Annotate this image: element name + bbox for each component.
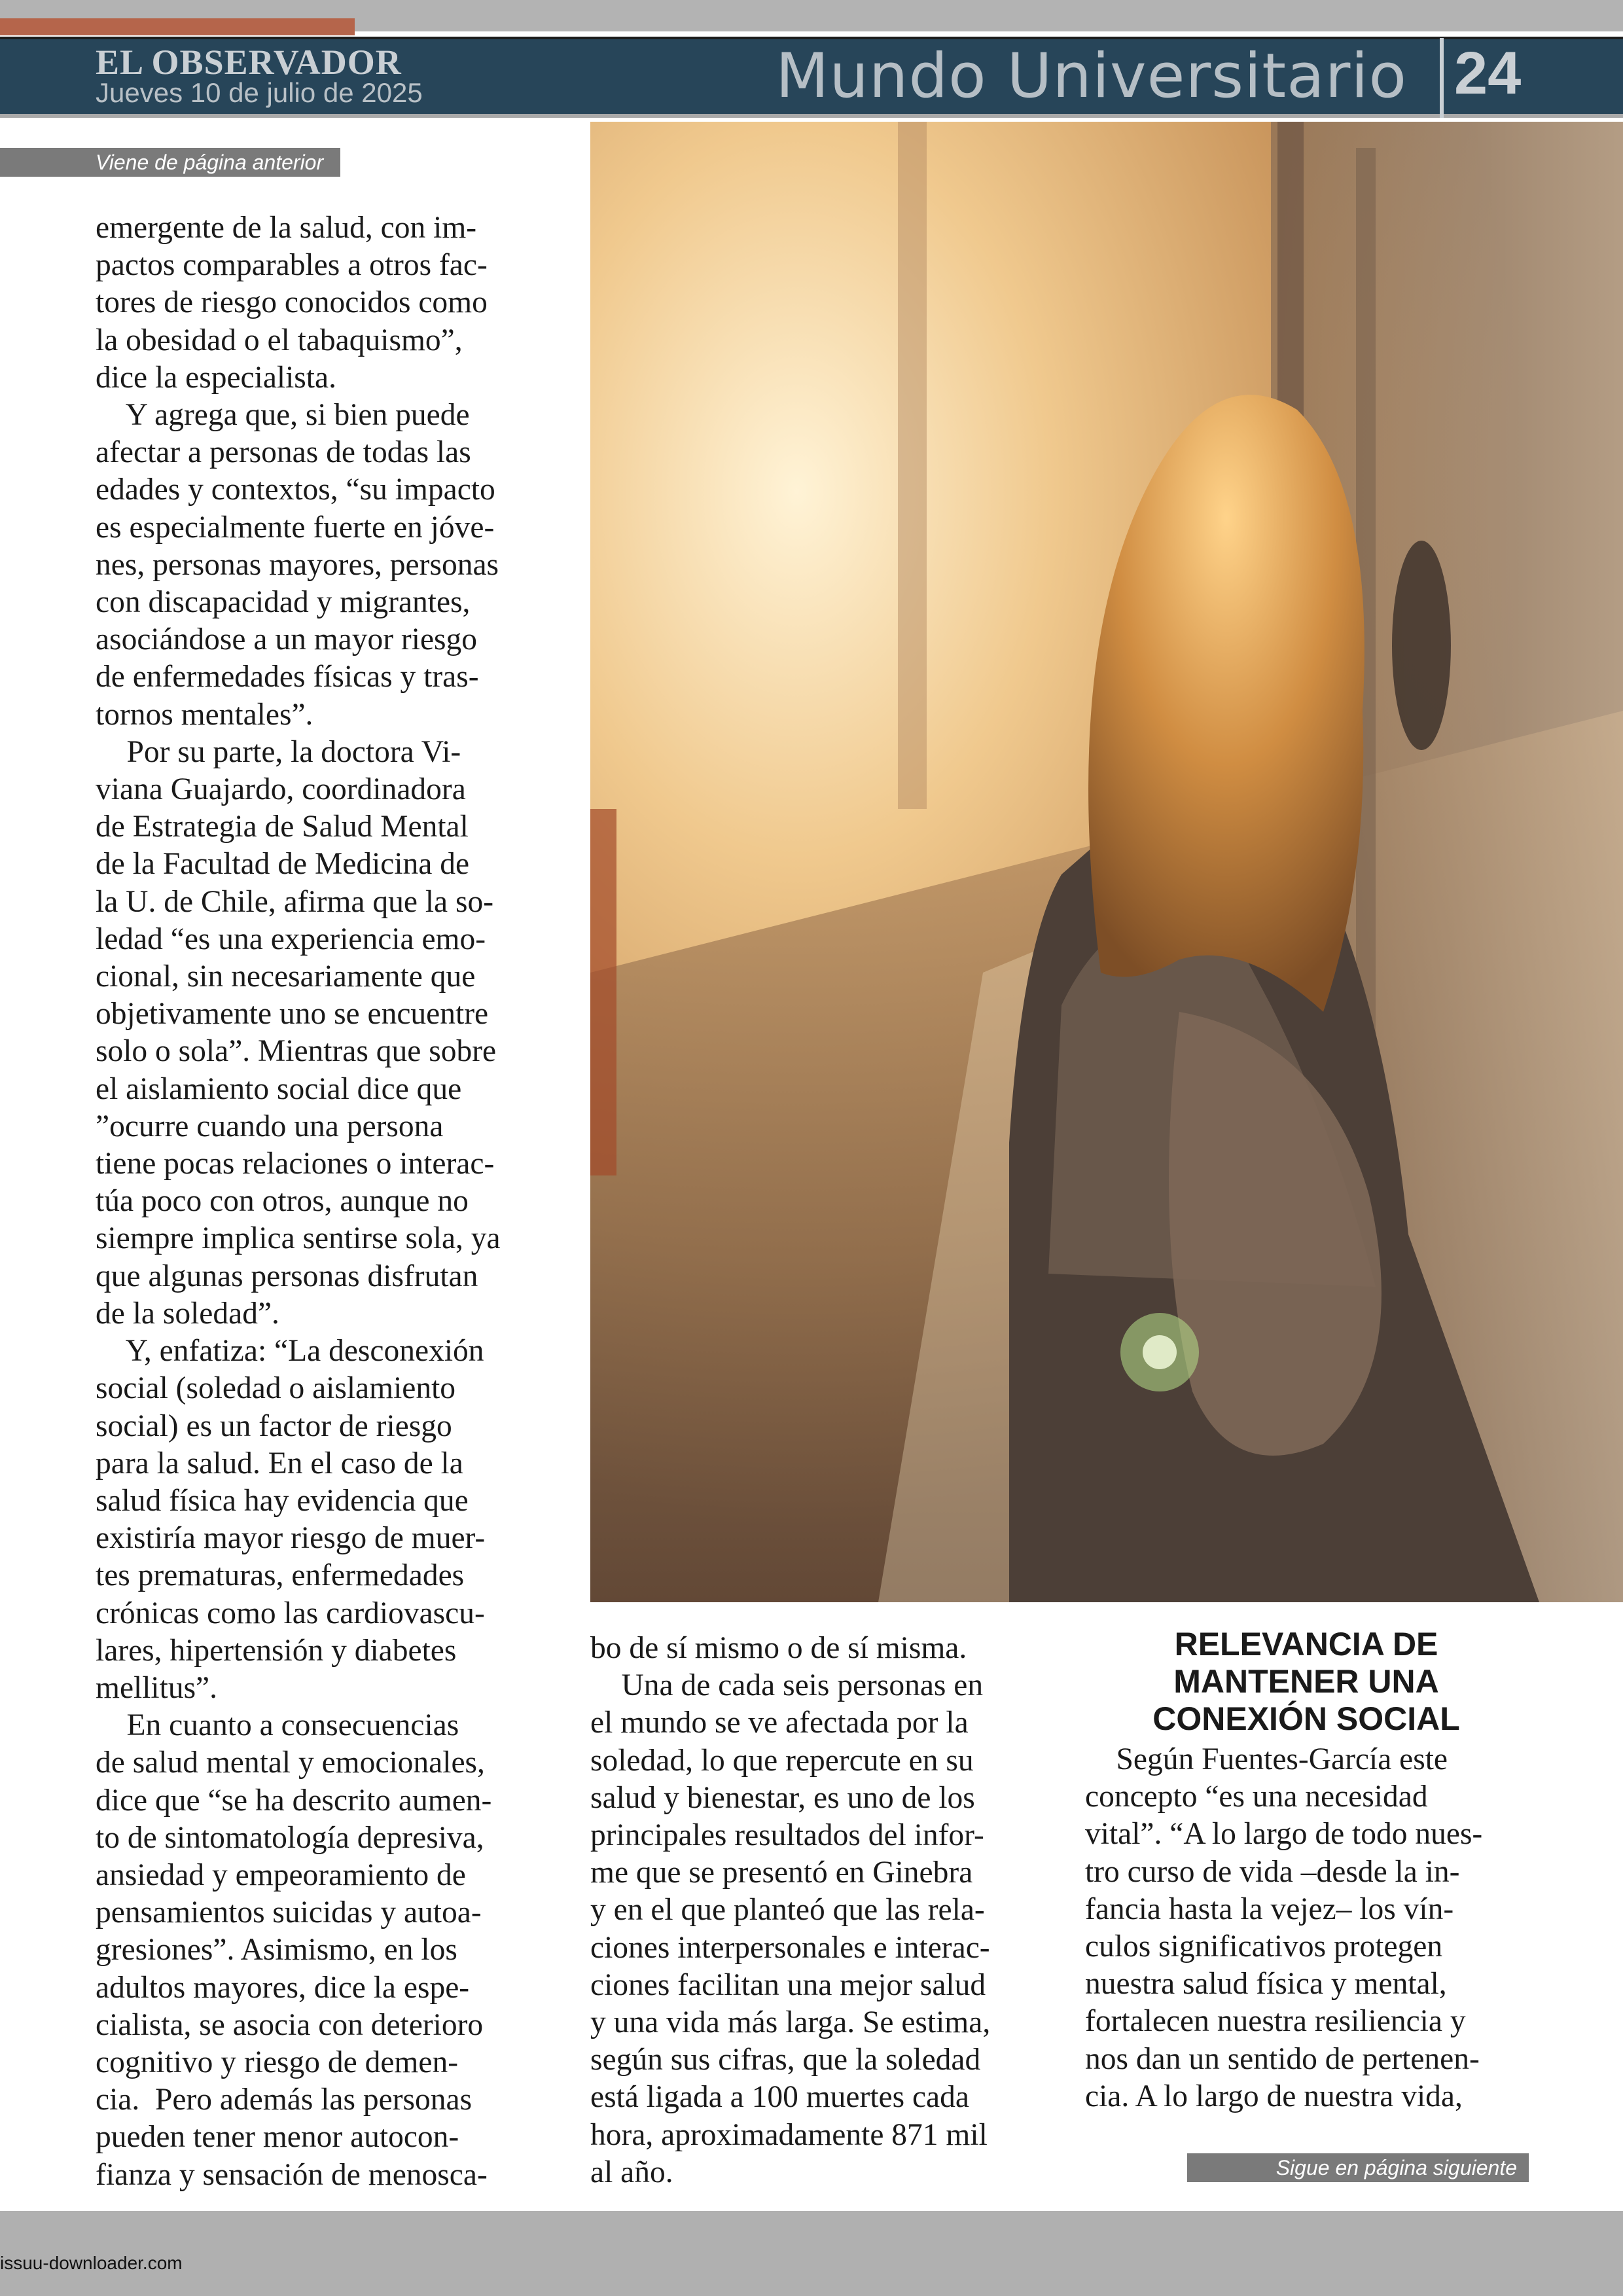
text-line: está ligada a 100 muertes cada (590, 2080, 969, 2115)
text-line: adultos mayores, dice la espe- (96, 1970, 470, 2005)
text-line: el mundo se ve afectada por la (590, 1706, 969, 1740)
article-column-2 (590, 1630, 1033, 2191)
text-line: ”ocurre cuando una persona (96, 1109, 444, 1143)
text-line: nos dan un sentido de pertenen- (1085, 2041, 1480, 2076)
text-line: viana Guajardo, coordinadora (96, 772, 466, 807)
text-line: fortalecen nuestra resiliencia y (1085, 2004, 1466, 2039)
header-accent-bar (0, 18, 355, 35)
text-line: solo o sola”. Mientras que sobre (96, 1034, 497, 1069)
text-line: tornos mentales”. (96, 697, 313, 732)
text-line: la obesidad o el tabaquismo”, (96, 323, 463, 357)
text-line: ciones interpersonales e interac- (590, 1930, 990, 1965)
subheading-line: RELEVANCIA DE (1174, 1626, 1438, 1662)
continued-on-tag: Sigue en página siguiente (1187, 2153, 1529, 2182)
text-line: tes prematuras, enfermedades (96, 1558, 465, 1593)
text-line: afectar a personas de todas las (96, 435, 471, 470)
text-line: Y agrega que, si bien puede (96, 398, 470, 433)
text-line: dice que “se ha descrito aumen- (96, 1783, 492, 1818)
subheading-line: MANTENER UNA (1173, 1663, 1439, 1700)
text-line: gresiones”. Asimismo, en los (96, 1933, 457, 1967)
masthead: EL OBSERVADOR (96, 43, 402, 82)
section-title: Mundo Universitario (776, 41, 1407, 112)
text-line: principales resultados del infor- (590, 1818, 984, 1853)
article-column-1 (96, 209, 538, 2194)
text-line: culos significativos protegen (1085, 1929, 1443, 1964)
text-line: al año. (590, 2155, 673, 2189)
text-line: es especialmente fuerte en jóve- (96, 510, 495, 545)
watermark: issuu-downloader.com (0, 2253, 183, 2273)
text-line: y una vida más larga. Se estima, (590, 2005, 991, 2040)
text-line: social (soledad o aislamiento (96, 1371, 456, 1406)
text-line: social) es un factor de riesgo (96, 1408, 452, 1443)
text-line: dice la especialista. (96, 360, 336, 395)
continued-from-tag: Viene de página anterior (0, 148, 340, 177)
text-line: tro curso de vida –desde la in- (1085, 1854, 1460, 1889)
text-line: Una de cada seis personas en (590, 1668, 984, 1703)
subheading-line: CONEXIÓN SOCIAL (1152, 1700, 1460, 1737)
text-line: tores de riesgo conocidos como (96, 285, 488, 320)
text-line: cia. A lo largo de nuestra vida, (1085, 2079, 1463, 2113)
text-line: según sus cifras, que la soledad (590, 2043, 981, 2077)
text-line: hora, aproximadamente 871 mil (590, 2117, 988, 2152)
text-line: nuestra salud física y mental, (1085, 1967, 1447, 2001)
text-line: ledad “es una experiencia emo- (96, 922, 486, 956)
text-line: de la Facultad de Medicina de (96, 847, 470, 882)
text-line: túa poco con otros, aunque no (96, 1184, 469, 1219)
text-line: asociándose a un mayor riesgo (96, 622, 478, 657)
page-number: 24 (1454, 40, 1522, 107)
text-line: pactos comparables a otros fac- (96, 248, 488, 283)
text-line: tiene pocas relaciones o interac- (96, 1147, 495, 1181)
text-line: concepto “es una necesidad (1085, 1780, 1428, 1814)
text-line: para la salud. En el caso de la (96, 1446, 463, 1480)
text-line: nes, personas mayores, personas (96, 547, 499, 582)
text-line: crónicas como las cardiovascu- (96, 1596, 485, 1630)
text-line: pensamientos suicidas y autoa- (96, 1895, 482, 1930)
text-line: cional, sin necesariamente que (96, 960, 476, 994)
text-line: soledad, lo que repercute en su (590, 1743, 974, 1778)
text-line: cia. Pero además las personas (96, 2083, 473, 2117)
text-line: existiría mayor riesgo de muer- (96, 1521, 486, 1556)
text-line: lares, hipertensión y diabetes (96, 1633, 457, 1668)
text-line: emergente de la salud, con im- (96, 211, 477, 245)
text-line: salud física hay evidencia que (96, 1483, 469, 1518)
text-line: el aislamiento social dice que (96, 1071, 462, 1106)
text-line: de enfermedades físicas y tras- (96, 660, 479, 694)
text-line: Y, enfatiza: “La desconexión (96, 1334, 484, 1369)
article-photo (590, 122, 1623, 1602)
header-divider (1440, 38, 1444, 118)
text-line: to de sintomatología depresiva, (96, 1820, 484, 1855)
text-line: objetivamente uno se encuentre (96, 997, 489, 1031)
text-line: mellitus”. (96, 1670, 218, 1705)
text-line: cognitivo y riesgo de demen- (96, 2045, 459, 2079)
text-line: de la soledad”. (96, 1296, 279, 1331)
text-line: la U. de Chile, afirma que la so- (96, 884, 494, 919)
woman-walking-photo-icon (590, 122, 1623, 1602)
text-line: ansiedad y empeoramiento de (96, 1857, 466, 1892)
text-line: con discapacidad y migrantes, (96, 585, 471, 620)
text-line: bo de sí mismo o de sí misma. (590, 1631, 967, 1665)
issue-date: Jueves 10 de julio de 2025 (96, 77, 423, 108)
text-line: y en el que planteó que las rela- (590, 1893, 985, 1928)
text-line: fianza y sensación de menosca- (96, 2157, 488, 2192)
text-line: edades y contextos, “su impacto (96, 473, 495, 507)
text-line: Por su parte, la doctora Vi- (96, 734, 461, 769)
article-column-3 (1085, 1741, 1527, 2115)
text-line: siempre implica sentirse sola, ya (96, 1221, 501, 1256)
text-line: Según Fuentes-García este (1085, 1742, 1448, 1776)
subheading (1085, 1626, 1527, 1738)
text-line: pueden tener menor autocon- (96, 2120, 459, 2155)
text-line: ciones facilitan una mejor salud (590, 1967, 986, 2002)
text-line: de Estrategia de Salud Mental (96, 810, 469, 844)
text-line: vital”. “A lo largo de todo nues- (1085, 1817, 1483, 1852)
text-line: que algunas personas disfrutan (96, 1259, 478, 1293)
text-line: de salud mental y emocionales, (96, 1746, 485, 1780)
text-line: cialista, se asocia con deterioro (96, 2007, 484, 2042)
text-line: salud y bienestar, es uno de los (590, 1780, 975, 1815)
text-line: me que se presentó en Ginebra (590, 1856, 973, 1890)
text-line: En cuanto a consecuencias (96, 1708, 459, 1743)
text-line: fancia hasta la vejez– los vín- (1085, 1892, 1454, 1926)
